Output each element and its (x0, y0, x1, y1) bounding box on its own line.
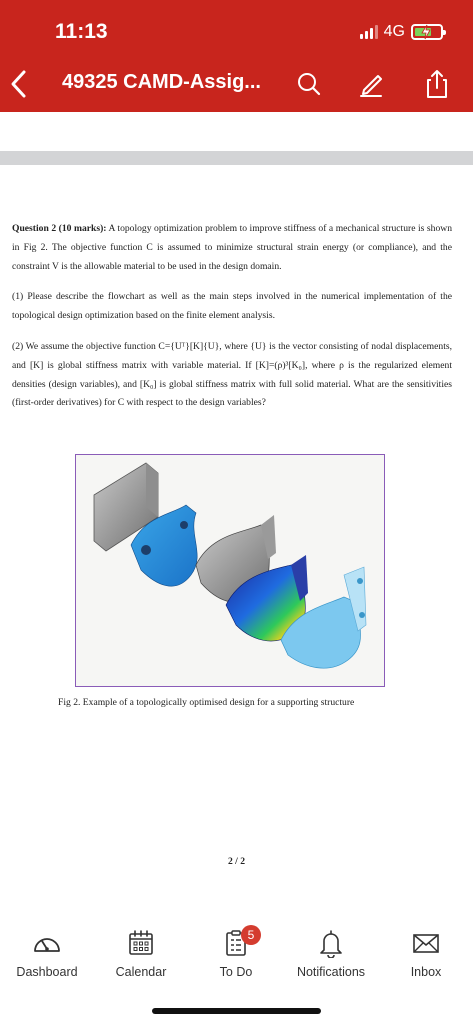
home-indicator (152, 1008, 321, 1014)
question-heading: Question 2 (10 marks): (12, 223, 107, 234)
tab-inbox[interactable] (379, 925, 473, 979)
chevron-left-icon (4, 66, 34, 102)
todo-count-badge: 5 (241, 925, 261, 945)
tab-dashboard[interactable] (0, 925, 94, 979)
back-button[interactable] (4, 66, 34, 102)
bell-icon (317, 928, 345, 958)
tab-todo[interactable] (189, 925, 283, 979)
network-type: 4G (383, 23, 405, 40)
question-intro: A topology optimization problem to improve stiffness of a mechanical structure is shown in Fig 2. The objective function C is assumed to minimize structural strain energy (or compliance), and the constraint V is the allowable material to be used in the design domain. (12, 223, 452, 272)
question-part-2: (2) We assume the objective function C={Uᵀ}[K]{U}, where {U} is the vector consisting of nodal displacements, and [K] is global stiffness matrix with variable material. If [K]=(ρ)³[K₀], where ρ is the regularized element densities (design variables), and [K₀] is global stiffness matrix with full solid material. What are the sensitivities (first-order derivatives) for C with respect to the design variables? (12, 340, 452, 409)
document-title: 49325 CAMD-Assig... (62, 71, 261, 93)
pen-icon (354, 66, 388, 100)
topology-figure (75, 454, 385, 687)
tab-label: To Do (219, 965, 253, 979)
bottom-tab-bar (0, 925, 473, 995)
tab-calendar[interactable] (94, 925, 188, 979)
tab-label: Dashboard (16, 965, 78, 979)
tab-label: Inbox (410, 965, 442, 979)
status-time: 11:13 (55, 20, 108, 43)
share-button[interactable] (420, 66, 454, 100)
figure-caption: Fig 2. Example of a topologically optimised design for a supporting structure (58, 697, 355, 708)
dashboard-gauge-icon (31, 929, 63, 957)
app-header (0, 0, 473, 112)
signal-icon (360, 25, 378, 39)
search-icon (292, 66, 326, 100)
status-indicators (360, 20, 443, 44)
calendar-icon (127, 929, 155, 957)
tab-notifications[interactable] (284, 925, 378, 979)
topology-optimization-image (76, 455, 383, 685)
battery-icon (411, 24, 443, 40)
page-separator (0, 151, 473, 165)
annotate-button[interactable] (354, 66, 388, 100)
tab-label: Calendar (115, 965, 167, 979)
document-body (12, 220, 452, 425)
page-indicator: 2 / 2 (227, 856, 246, 867)
search-button[interactable] (292, 66, 326, 100)
share-icon (420, 66, 454, 100)
tab-label: Notifications (296, 965, 366, 979)
mail-icon (411, 931, 441, 955)
question-part-1: (1) Please describe the flowchart as well as the main steps involved in the numerical implementation of the topological design optimization based on the finite element analysis. (12, 291, 452, 322)
question-2-paragraph (12, 220, 452, 276)
